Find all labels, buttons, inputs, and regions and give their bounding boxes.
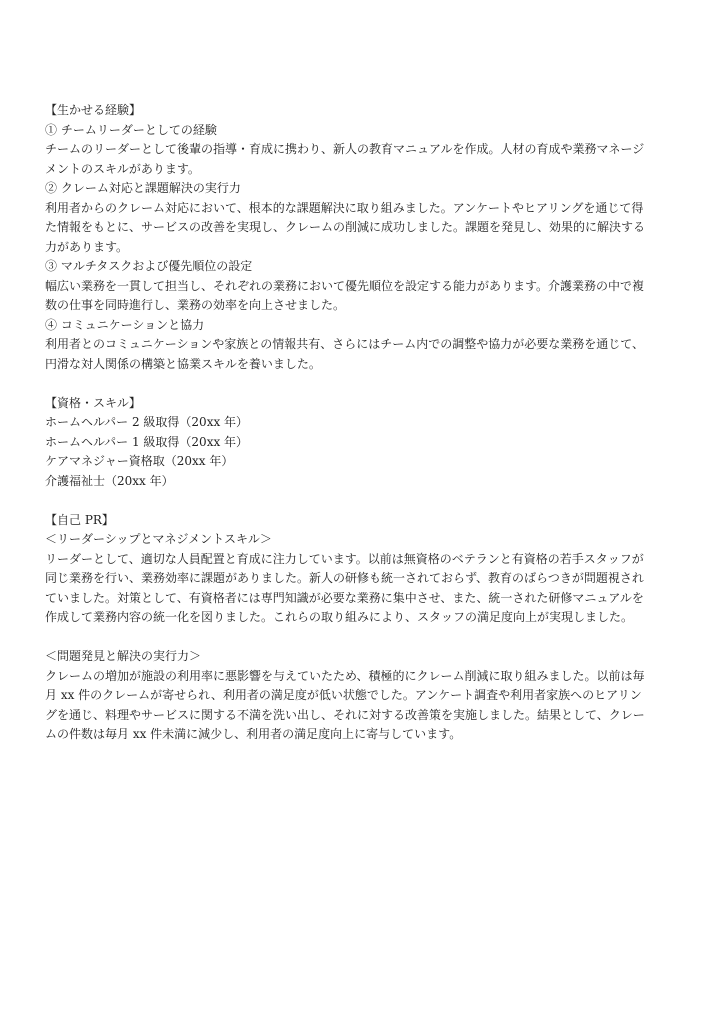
self-pr-text: ムの件数は毎月 xx 件未満に減少し、利用者の満足度向上に寄与しています。 [45,727,462,741]
self-pr-section [45,511,683,745]
qualifications-heading: 【資格・スキル】 [45,395,141,410]
self-pr-block-title: ＜問題発見と解決の実行力＞ [45,649,202,663]
experience-item-title: ② クレーム対応と課題解決の実行力 [45,181,241,195]
qualification-item: ホームヘルパー 1 級取得（20xx 年） [45,434,249,449]
experience-item [45,316,683,375]
experience-item-text: 利用者とのコミュニケーションや家族との情報共有、さらにはチーム内での調整や協力が必要な業務を通じて、 [45,337,645,351]
qualification-item: ホームヘルパー 2 級取得（20xx 年） [45,415,249,429]
experience-item [45,179,683,257]
experience-item-text: た情報をもとに、サービスの改善を実現し、クレームの削減に成功しました。課題を発見し、効果的に解決する [45,220,646,234]
experience-item-text: 利用者からのクレーム対応において、根本的な課題解決に取り組みました。アンケートやヒアリングを通じて得 [45,200,644,215]
experience-item-text: 幅広い業務を一貫して担当し、それぞれの業務において優先順位を設定する能力があります。介護業務の中で複 [45,278,645,293]
self-pr-block [45,647,683,745]
experience-item-text: チームのリーダーとして後輩の指導・育成に携わり、新人の教育マニュアルを作成。人材の育成や業務マネージ [45,142,645,156]
self-pr-block [45,530,683,628]
experience-heading: 【生かせる経験】 [45,103,142,117]
qualification-item: 介護福祉士（20xx 年） [45,473,174,488]
qualification-item: ケアマネジャー資格取（20xx 年） [45,454,234,468]
section-spacer [45,491,683,511]
experience-item-title: ① チームリーダーとしての経験 [45,122,217,137]
experience-item [45,121,683,180]
experience-item-text: 円滑な対人関係の構築と協業スキルを養いました。 [45,356,321,371]
self-pr-text: ていました。対策として、有資格者には専門知識が必要な業務に集中させ、また、統一された研修マニュアルを [45,590,644,605]
self-pr-text: 作成して業務内容の統一化を図りました。これらの取り組みにより、スタッフの満足度向上が実現しました。 [45,610,634,624]
self-pr-heading: 【自己 PR】 [45,512,114,527]
experience-item-text: 数の仕事を同時進行し、業務の効率を向上させました。 [45,298,346,312]
section-spacer [45,374,683,394]
self-pr-text: 同じ業務を行い、業務効率に課題がありました。新人の研修も統一されておらず、教育のばらつきが問題視され [45,571,644,585]
experience-item-text: メントのスキルがあります。 [45,161,200,176]
experience-item-title: ③ マルチタスクおよび優先順位の設定 [45,259,253,273]
self-pr-text: リーダーとして、適切な人員配置と育成に注力しています。以前は無資格のベテランと有資格の若手スタッフが [45,551,644,566]
self-pr-text: グを通じ、料理やサービスに関する不満を洗い出し、それに対する改善策を実施しました。結果として、クレー [45,707,645,722]
experience-item [45,257,683,316]
document-page [45,101,683,745]
block-spacer [45,628,683,648]
experience-item-title: ④ コミュニケーションと協力 [45,317,205,332]
self-pr-text: クレームの増加が施設の利用率に悪影響を与えていたため、積極的にクレーム削減に取り組みました。以前は毎 [45,668,645,683]
self-pr-text: 月 xx 件のクレームが寄せられ、利用者の満足度が低い状態でした。アンケート調査や利用者家族へのヒアリン [45,688,642,702]
self-pr-block-title: ＜リーダーシップとマネジメントスキル＞ [45,532,272,546]
experience-section [45,101,683,374]
qualifications-section [45,394,683,492]
experience-item-text: 力があります。 [45,239,129,254]
